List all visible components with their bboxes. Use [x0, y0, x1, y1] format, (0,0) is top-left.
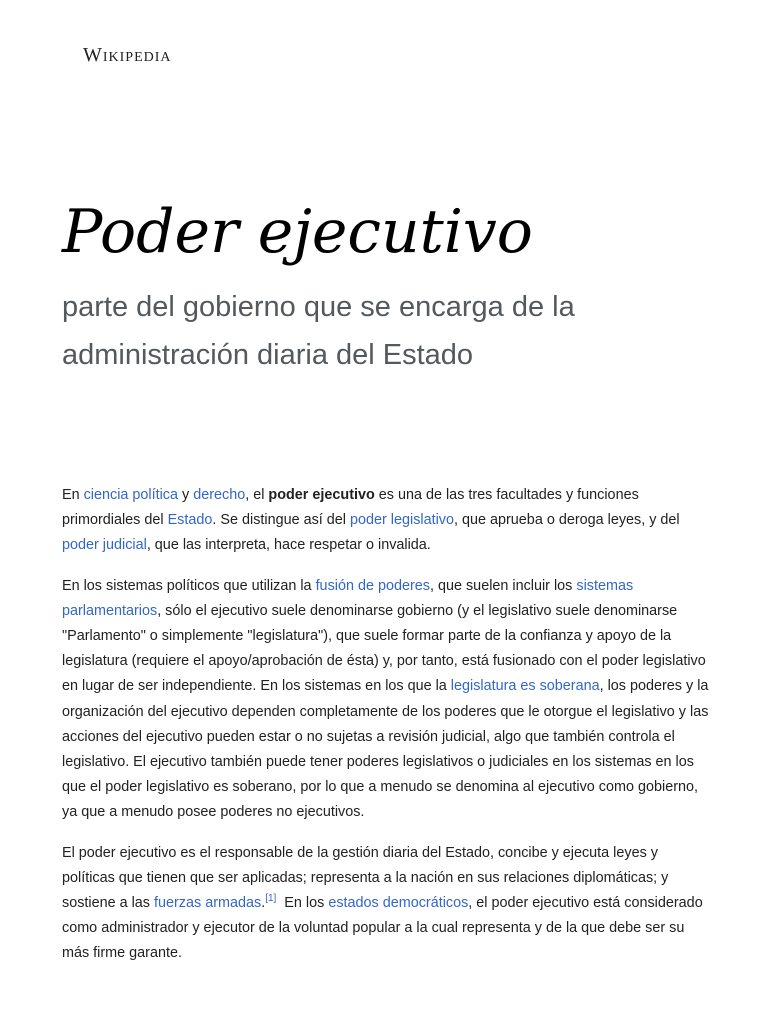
link-derecho[interactable]: derecho [193, 487, 246, 503]
link-legislatura-soberana[interactable]: legislatura es soberana [450, 678, 600, 695]
paragraph-2 [62, 574, 712, 826]
text: , el poder ejecutivo está considerado como administrador y ejecutor de la voluntad popular a la cual representa y de la que debe ser su más firme garante. [62, 895, 703, 962]
text: El poder ejecutivo es el responsable de la gestión diaria del Estado, concibe y ejecuta leyes y políticas que tienen que ser aplicadas; representa a la nación en sus relaciones diplomáticas; y sostiene a las [62, 844, 669, 912]
text: En [62, 487, 84, 503]
link-poder-legislativo[interactable]: poder legislativo [350, 512, 454, 529]
link-estados-democraticos[interactable]: estados democráticos [328, 895, 469, 912]
text: , que aprueba o deroga leyes, y del [454, 512, 680, 529]
reference-1[interactable]: [1] [265, 893, 277, 905]
wikipedia-logo[interactable]: Wikipedia [83, 44, 172, 66]
text: y [178, 487, 194, 503]
text: , los poderes y la organización del ejecutivo dependen completamente de los poderes que le otorgue el legislativo y las acciones del ejecutivo pueden estar o no sujetas a revisión judicial, algo que también controla el legislativo. El ejecutivo también puede tener poderes legislativos o judiciales en los sistemas en los que el poder legislativo es soberano, por lo que a menudo se denomina al ejecutivo como gobierno, ya que a menudo posee poderes no ejecutivos. [62, 678, 709, 821]
link-ciencia-politica[interactable]: ciencia política [83, 487, 178, 503]
page-title: Poder ejecutivo [62, 197, 533, 267]
bold-term: poder ejecutivo [268, 487, 375, 503]
text: es una de las tres facultades y funciones primordiales del [62, 487, 639, 529]
text: , que las interpreta, hace respetar o invalida. [146, 537, 431, 554]
paragraph-1 [62, 483, 712, 559]
link-estado[interactable]: Estado [167, 512, 213, 529]
text: En los sistemas políticos que utilizan la [62, 577, 316, 594]
text: , que suelen incluir los [429, 577, 577, 594]
paragraph-3 [62, 841, 712, 967]
article-body [62, 483, 712, 982]
link-poder-judicial[interactable]: poder judicial [62, 537, 147, 554]
text: En los [276, 895, 329, 912]
link-fuerzas-armadas[interactable]: fuerzas armadas [154, 895, 262, 912]
page-subtitle: parte del gobierno que se encarga de la administración diaria del Estado [62, 291, 575, 371]
text: . [261, 895, 266, 912]
text: , el [245, 487, 269, 503]
link-sistemas-parlamentarios[interactable]: sistemas parlamentarios [62, 577, 634, 619]
text: , sólo el ejecutivo suele denominarse gobierno (y el legislativo suele denominarse "Parlamento" o simplemente "legislatura"), que suele formar parte de la confianza y apoyo de la legislatura (requiere el apoyo/aprobación de ésta) y, por tanto, está fusionado con el poder legislativo en lugar de ser independiente. En los sistemas en los que la [62, 602, 706, 695]
link-fusion-de-poderes[interactable]: fusión de poderes [315, 577, 430, 594]
text: . Se distingue así del [212, 512, 350, 529]
